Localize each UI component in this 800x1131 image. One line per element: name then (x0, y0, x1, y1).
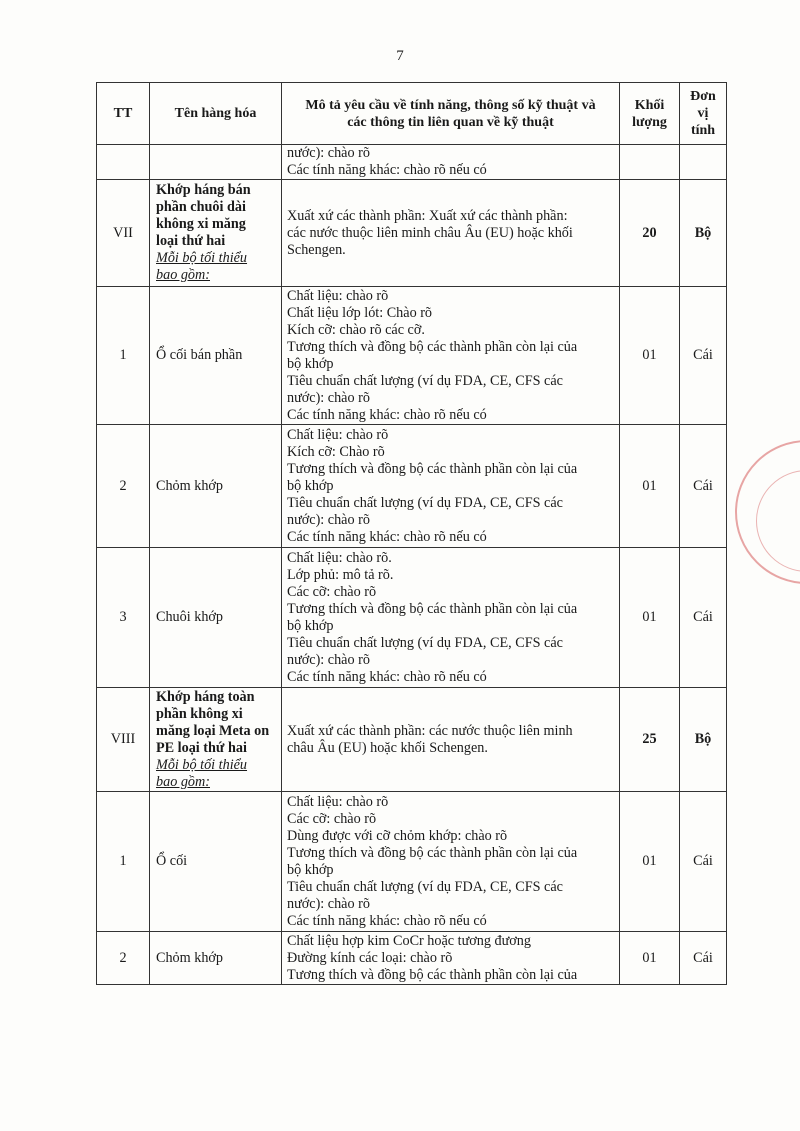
desc-line: bộ khớp (287, 861, 334, 878)
item-name: Chỏm khớp (150, 425, 282, 548)
item-name: Ổ cối (150, 792, 282, 932)
item-name: Ổ cối bán phần (150, 287, 282, 425)
item-quantity: 01 (620, 548, 680, 688)
header-name: Tên hàng hóa (150, 83, 282, 145)
table-row (97, 548, 727, 688)
item-quantity: 01 (620, 932, 680, 985)
table-row-group (97, 688, 727, 792)
table-row-continued (97, 145, 727, 180)
desc-line: bộ khớp (287, 477, 334, 494)
item-quantity: 01 (620, 287, 680, 425)
desc-line: Tiêu chuẩn chất lượng (ví dụ FDA, CE, CFS các (287, 494, 563, 511)
desc-line: Tiêu chuẩn chất lượng (ví dụ FDA, CE, CFS các (287, 634, 563, 651)
header-qty-line: lượng (632, 114, 667, 130)
desc-line: nước): chào rõ (287, 651, 370, 668)
desc-line: bộ khớp (287, 355, 334, 372)
group-name (150, 180, 282, 287)
desc-line: nước): chào rõ (287, 895, 370, 912)
item-description (282, 425, 620, 548)
group-description (282, 180, 620, 287)
header-quantity (620, 83, 680, 145)
group-description (282, 688, 620, 792)
desc-line: Lớp phủ: mô tả rõ. (287, 566, 394, 583)
item-unit: Cái (680, 548, 727, 688)
desc-line: nước): chào rõ (287, 145, 370, 161)
desc-line: các nước thuộc liên minh châu Âu (EU) hoặc khối (287, 224, 573, 241)
group-name-line: măng loại Meta on (156, 722, 270, 739)
header-unit-line: Đơn (690, 89, 716, 104)
header-tt: TT (97, 83, 150, 145)
desc-line: nước): chào rõ (287, 511, 370, 528)
item-tt: 1 (97, 792, 150, 932)
desc-line: Chất liệu hợp kim CoCr hoặc tương đương (287, 932, 531, 949)
desc-line: Các tính năng khác: chào rõ nếu có (287, 912, 487, 929)
group-name (150, 688, 282, 792)
header-unit-line: tính (690, 123, 716, 138)
group-unit: Bộ (680, 180, 727, 287)
desc-line: Tương thích và đồng bộ các thành phần còn lại của (287, 966, 578, 983)
item-tt: 2 (97, 932, 150, 985)
table-header-row (97, 83, 727, 145)
group-name-line: PE loại thứ hai (156, 739, 247, 756)
item-name: Chỏm khớp (150, 932, 282, 985)
group-name-line: phần chuôi dài (156, 199, 246, 215)
desc-line: Kích cỡ: chào rõ các cỡ. (287, 321, 425, 338)
desc-line: Tương thích và đồng bộ các thành phần còn lại của (287, 844, 578, 861)
table-row (97, 792, 727, 932)
item-quantity: 01 (620, 792, 680, 932)
group-name-line: Khớp háng toàn (156, 688, 255, 705)
desc-line: Tiêu chuẩn chất lượng (ví dụ FDA, CE, CFS các (287, 878, 563, 895)
group-sub-line: bao gồm: (156, 773, 210, 790)
group-quantity: 20 (620, 180, 680, 287)
table-row-group (97, 180, 727, 287)
desc-line: Các tính năng khác: chào rõ nếu có (287, 406, 487, 423)
header-desc-line: các thông tin liên quan về kỹ thuật (347, 114, 554, 130)
desc-line: Chất liệu lớp lót: Chào rõ (287, 304, 433, 321)
table-row (97, 425, 727, 548)
item-description (282, 792, 620, 932)
header-desc-line: Mô tả yêu cầu về tính năng, thông số kỹ thuật và (305, 97, 596, 113)
header-description (282, 83, 620, 145)
desc-line: Dùng được với cỡ chỏm khớp: chào rõ (287, 827, 508, 844)
item-quantity: 01 (620, 425, 680, 548)
desc-line: Các cỡ: chào rõ (287, 810, 377, 827)
desc-line: Xuất xứ các thành phần: Xuất xứ các thành phần: (287, 207, 568, 224)
group-name-line: phần không xi (156, 705, 243, 722)
desc-line: Các tính năng khác: chào rõ nếu có (287, 668, 487, 685)
group-sub-line: Mỗi bộ tối thiểu (156, 250, 248, 266)
desc-line: nước): chào rõ (287, 389, 370, 406)
group-tt: VIII (97, 688, 150, 792)
desc-line: châu Âu (EU) hoặc khối Schengen. (287, 739, 488, 756)
desc-line: Tương thích và đồng bộ các thành phần còn lại của (287, 460, 578, 477)
group-name-line: không xi măng (156, 216, 246, 232)
group-sub-line: bao gồm: (156, 267, 210, 283)
table-row (97, 932, 727, 985)
desc-line: Tương thích và đồng bộ các thành phần còn lại của (287, 338, 578, 355)
item-unit: Cái (680, 287, 727, 425)
desc-line: Các tính năng khác: chào rõ nếu có (287, 528, 487, 545)
item-unit: Cái (680, 792, 727, 932)
item-unit: Cái (680, 932, 727, 985)
desc-line: Đường kính các loại: chào rõ (287, 949, 453, 966)
desc-line: Chất liệu: chào rõ (287, 793, 389, 810)
group-quantity: 25 (620, 688, 680, 792)
desc-line: Chất liệu: chào rõ (287, 287, 389, 304)
desc-line: Xuất xứ các thành phần: các nước thuộc liên minh (287, 722, 573, 739)
page-number: 7 (396, 48, 404, 64)
desc-line: Tương thích và đồng bộ các thành phần còn lại của (287, 600, 578, 617)
desc-line: Các cỡ: chào rõ (287, 583, 377, 600)
continued-description (282, 145, 620, 180)
desc-line: Kích cỡ: Chào rõ (287, 443, 385, 460)
desc-line: Schengen. (287, 241, 346, 258)
item-tt: 1 (97, 287, 150, 425)
group-name-line: loại thứ hai (156, 233, 226, 249)
header-qty-line: Khối (634, 97, 665, 113)
desc-line: Tiêu chuẩn chất lượng (ví dụ FDA, CE, CFS các (287, 372, 563, 389)
header-unit (680, 83, 727, 145)
table-row (97, 287, 727, 425)
desc-line: Các tính năng khác: chào rõ nếu có (287, 162, 487, 178)
group-name-line: Khớp háng bán (156, 182, 251, 198)
item-unit: Cái (680, 425, 727, 548)
group-unit: Bộ (680, 688, 727, 792)
group-tt: VII (97, 180, 150, 287)
desc-line: Chất liệu: chào rõ. (287, 549, 392, 566)
item-description (282, 548, 620, 688)
desc-line: bộ khớp (287, 617, 334, 634)
header-unit-line: vị (697, 106, 709, 121)
desc-line: Chất liệu: chào rõ (287, 426, 389, 443)
item-tt: 2 (97, 425, 150, 548)
specification-table (96, 82, 727, 985)
group-sub-line: Mỗi bộ tối thiểu (156, 756, 248, 773)
item-name: Chuôi khớp (150, 548, 282, 688)
item-tt: 3 (97, 548, 150, 688)
item-description (282, 287, 620, 425)
item-description (282, 932, 620, 985)
